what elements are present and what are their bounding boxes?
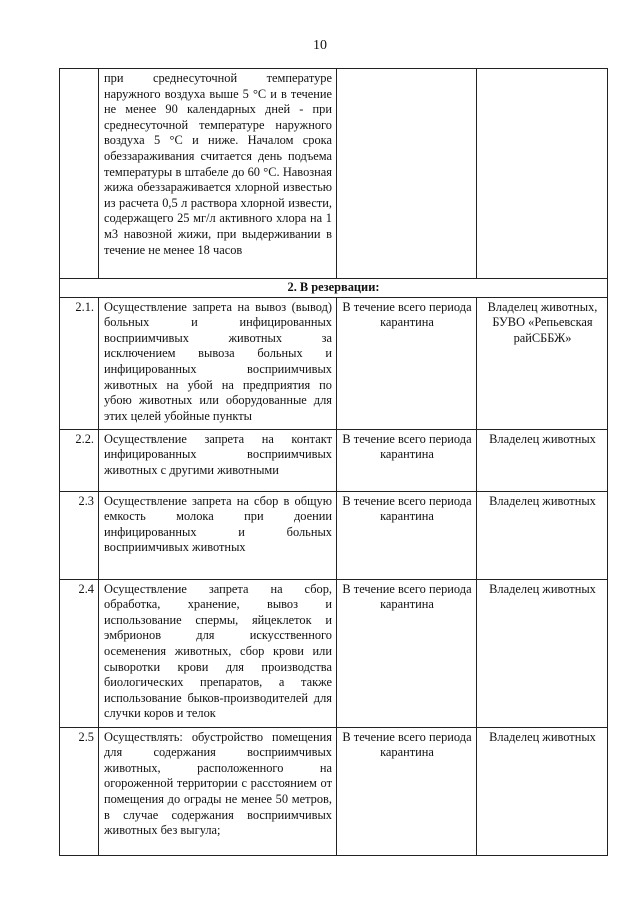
row-period: В течение всего периода карантина [337, 491, 477, 579]
row-responsible: Владелец животных [477, 727, 608, 855]
table-row [60, 429, 608, 491]
page-number: 10 [313, 38, 327, 53]
row-number: 2.5 [60, 727, 99, 855]
row-description: Осуществлять: обустройство помещения для содержания восприимчивых животных, расположенного на огороженной территории с расстоянием от помещения до ограды не менее 50 метров, в случае содержания восприимчивых животных без выгула; [99, 727, 337, 855]
row-responsible: Владелец животных [477, 579, 608, 727]
row-number: 2.3 [60, 491, 99, 579]
row-period: В течение всего периода карантина [337, 579, 477, 727]
row-period: В течение всего периода карантина [337, 429, 477, 491]
row-number: 2.4 [60, 579, 99, 727]
table-row [60, 491, 608, 579]
measures-table [59, 68, 608, 856]
row-description: Осуществление запрета на контакт инфицированных восприимчивых животных с другими животными [99, 429, 337, 491]
row-period: В течение всего периода карантина [337, 297, 477, 429]
row-description: Осуществление запрета на сбор, обработка, хранение, вывоз и использование спермы, яйцеклеток и эмбрионов для искусственного осеменения животных, сбор крови или сыворотки крови для производства биологических препаратов, а также использование быков-производителей для случки коров и телок [99, 579, 337, 727]
row-number: 2.1. [60, 297, 99, 429]
row-responsible: Владелец животных [477, 491, 608, 579]
table-row [60, 727, 608, 855]
row-responsible: Владелец животных [477, 429, 608, 491]
cell-num [60, 69, 99, 279]
row-responsible: Владелец животных, БУВО «Репьевская райСББЖ» [477, 297, 608, 429]
section-title: 2. В резервации: [60, 279, 608, 298]
table-row [60, 579, 608, 727]
table-row-continuation [60, 69, 608, 279]
cell-description: при среднесуточной температуре наружного воздуха выше 5 °С и в течение не менее 90 календарных дней - при среднесуточной температуре наружного воздуха 5 °С и ниже. Началом срока обеззараживания считается день подъема температуры в штабеле до 60 °С. Навозная жижа обеззараживается хлорной известью из расчета 0,5 л раствора хлорной извести, содержащего 25 мг/л активного хлора на 1 м3 навозной жижи, при выдерживании в течение не менее 18 часов [99, 69, 337, 279]
table-row [60, 297, 608, 429]
row-description: Осуществление запрета на сбор в общую емкость молока при доении инфицированных и больных восприимчивых животных [99, 491, 337, 579]
section-header-row [60, 279, 608, 298]
row-period: В течение всего периода карантина [337, 727, 477, 855]
row-description: Осуществление запрета на вывоз (вывод) больных и инфицированных восприимчивых животных за исключением вывоза больных и инфицированных восприимчивых животных на убой на предприятия по убою животных или оборудованные для этих целей убойные пункты [99, 297, 337, 429]
cell-period [337, 69, 477, 279]
cell-responsible [477, 69, 608, 279]
row-number: 2.2. [60, 429, 99, 491]
